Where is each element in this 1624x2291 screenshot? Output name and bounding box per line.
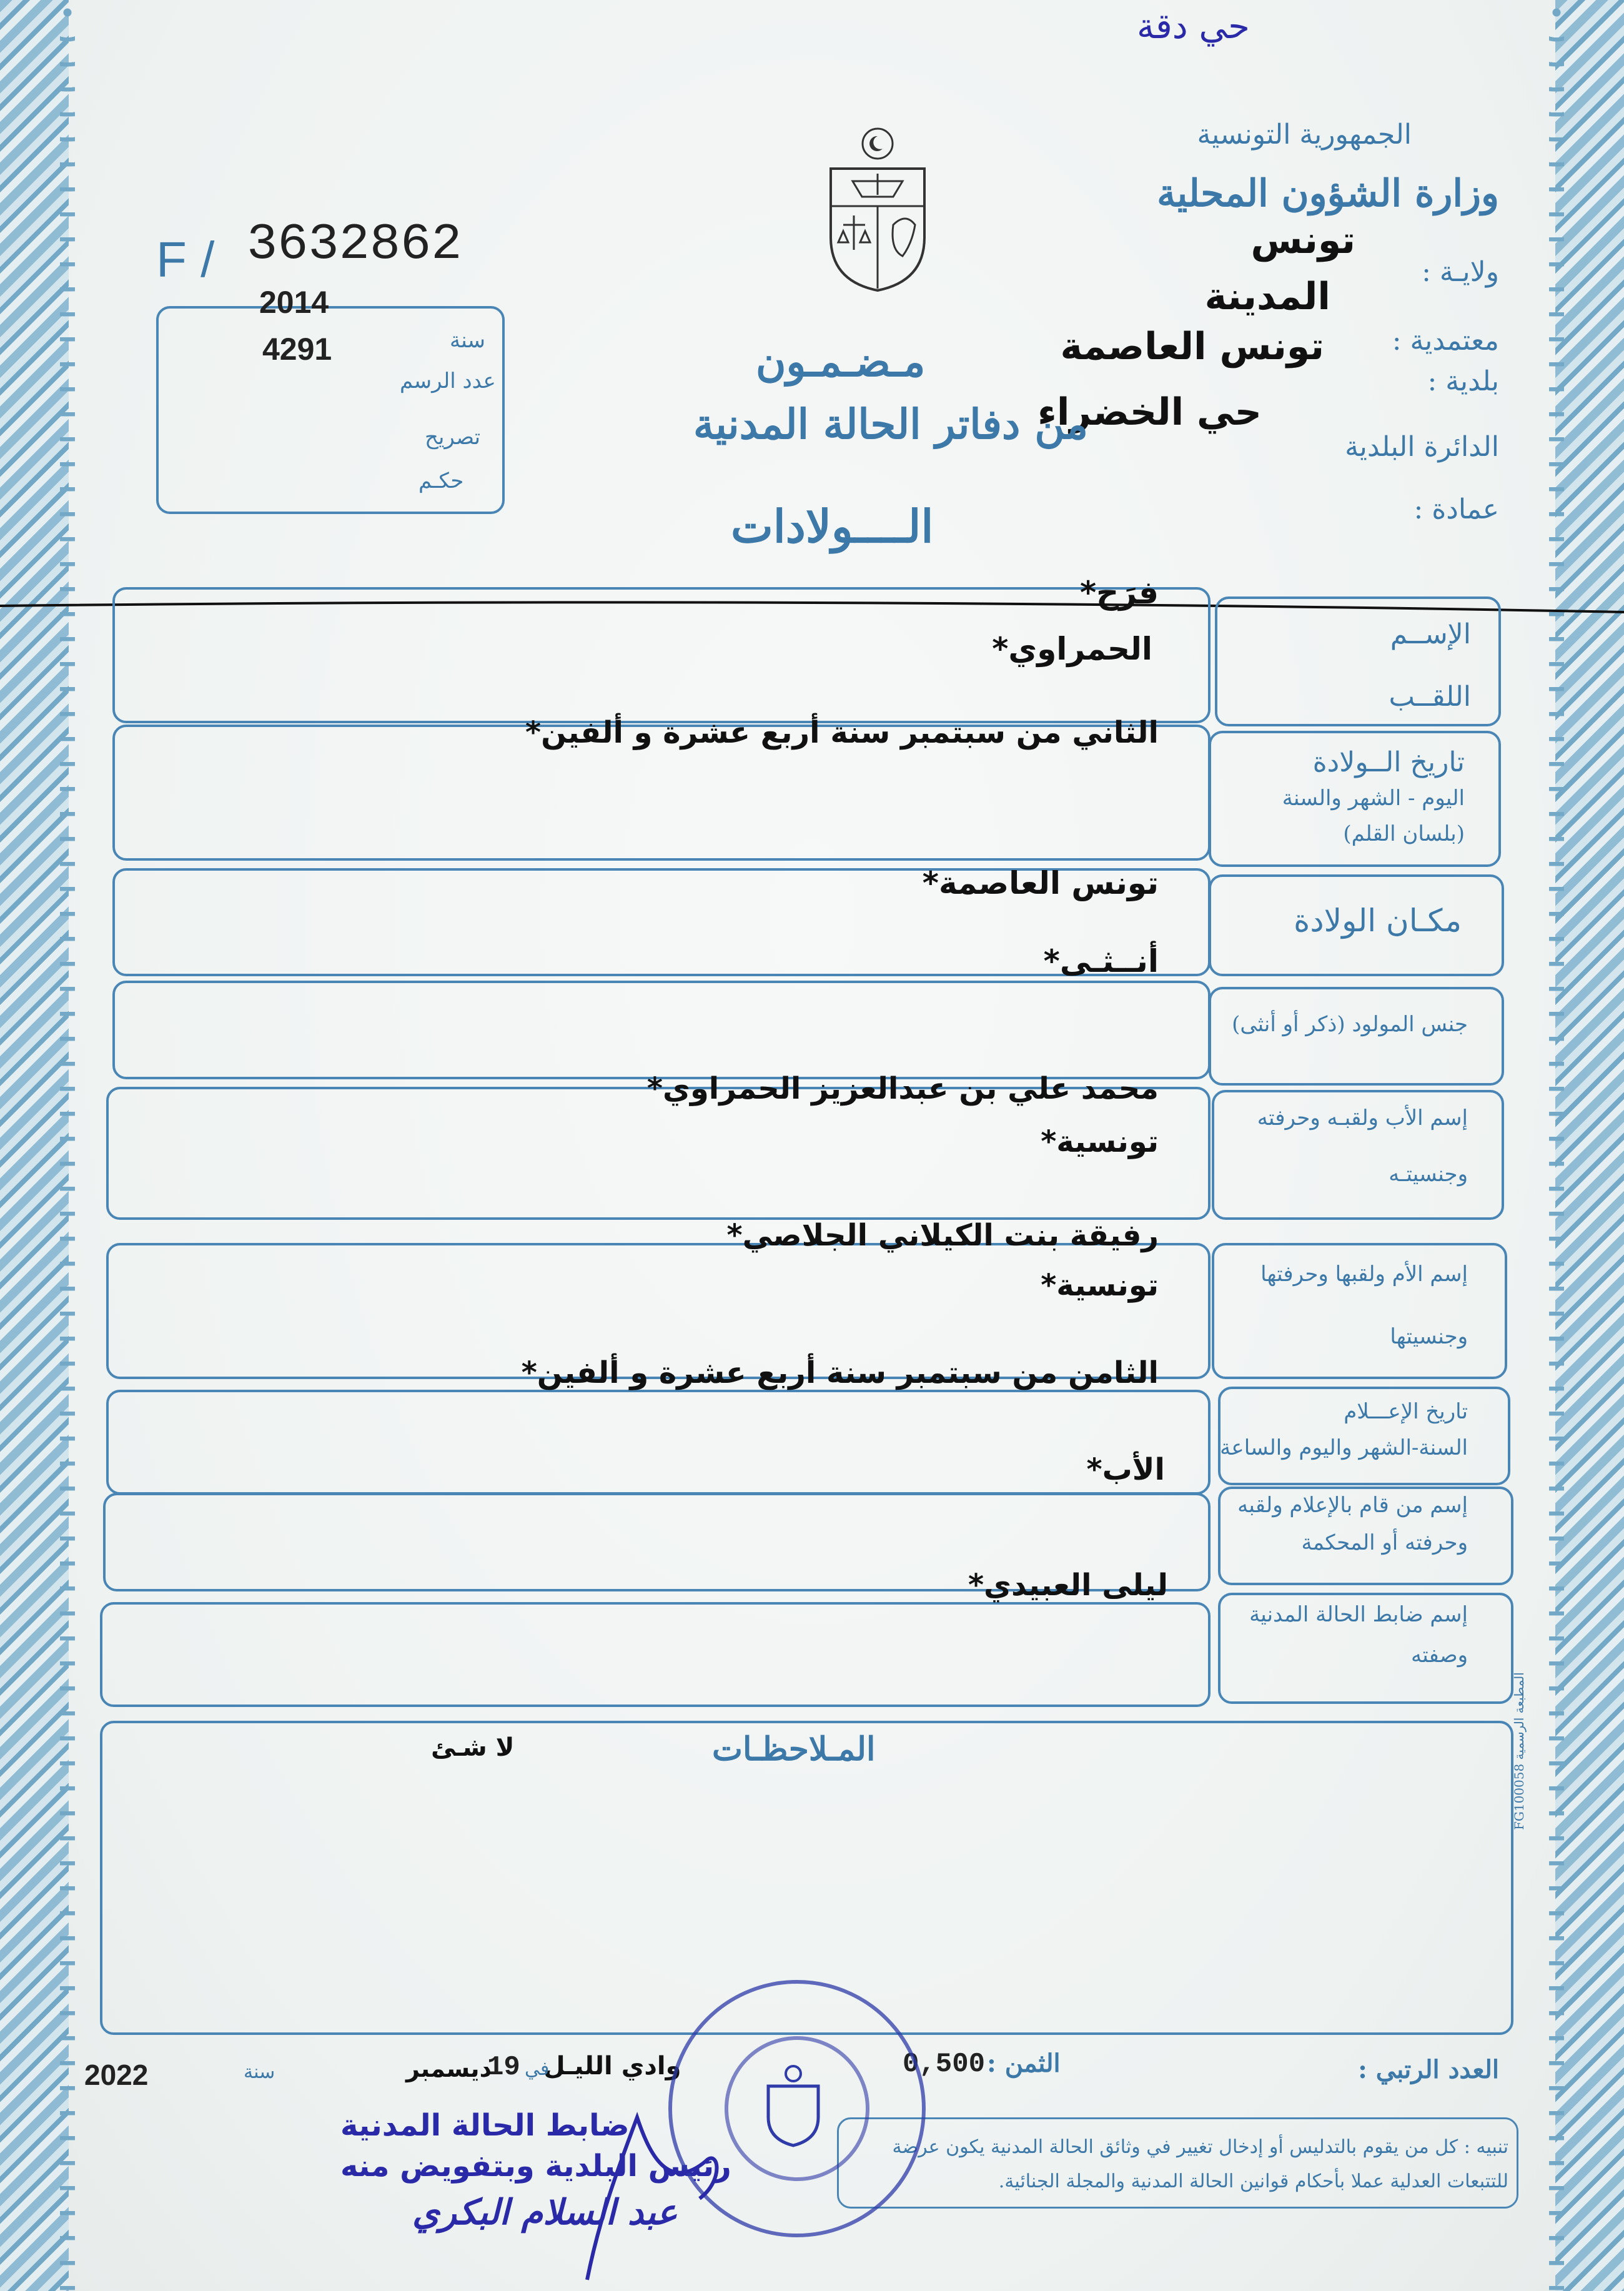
signature-scribble [562, 2092, 750, 2291]
birth-date-label: تاريخ الــولادة [1312, 746, 1465, 778]
district-label: الدائرة البلدية [1345, 431, 1499, 463]
registry-year-value: 2014 [259, 285, 329, 320]
registry-judgment-label: حكـم [418, 468, 464, 493]
registry-number-value: 4291 [262, 332, 332, 367]
coat-of-arms-icon [818, 125, 937, 294]
mother-nationality-value: تونسية* [1041, 1268, 1159, 1303]
district-value: حي الخضراء [1037, 390, 1262, 434]
birth-date-value: الثاني من سبتمبر سنة أربع عشرة و ألفين* [525, 715, 1159, 750]
officer-value-box [100, 1602, 1211, 1707]
governorate-value: تونس [1250, 219, 1355, 262]
father-nationality-value: تونسية* [1041, 1124, 1159, 1159]
title-line2: من دفاتر الحالة المدنية [693, 400, 1088, 448]
declarant-sublabel: وحرفته أو المحكمة [1301, 1530, 1468, 1555]
father-label: إسم الأب ولقبـه وحرفته [1257, 1106, 1468, 1131]
father-value: محمد علي بن عبدالعزيز الحمراوي* [646, 1071, 1159, 1106]
imada-label: عمادة : [1414, 493, 1499, 525]
declaration-date-sublabel: السنة-الشهر واليوم والساعة [1220, 1435, 1468, 1460]
issue-year-label: سنة [244, 2061, 275, 2083]
issue-month: ديسمبر [406, 2055, 492, 2082]
registry-year-label: سنة [450, 328, 485, 353]
mother-label: إسم الأم ولقبها وحرفتها [1260, 1262, 1468, 1287]
father-nationality-label: وجنسيتـه [1389, 1162, 1468, 1187]
first-name-label: الإســم [1390, 618, 1471, 650]
birth-date-in-words-label: (بلسان القلم) [1343, 821, 1465, 846]
serial-prefix: F / [156, 232, 215, 287]
issue-in-word: في [525, 2058, 550, 2080]
warning-box [837, 2117, 1518, 2209]
municipality-value: تونس العاصمة [1060, 325, 1324, 369]
warning-line1: تنبيه : كل من يقوم بالتدليس أو إدخال تغيير في وثائق الحالة المدنية يكون عرضة [892, 2136, 1508, 2158]
ministry-name: وزارة الشؤون المحلية [1157, 172, 1499, 215]
remarks-label: المـلاحظـات [712, 1730, 876, 1768]
republic-name: الجمهورية التونسية [1197, 119, 1412, 151]
title-births: الــــولادات [731, 500, 934, 553]
municipality-label: بلدية : [1427, 365, 1499, 397]
delegation-label: معتمدية : [1392, 325, 1499, 357]
mother-nationality-label: وجنسيتها [1390, 1324, 1468, 1349]
declarant-label: إسم من قام بالإعلام ولقبه [1237, 1493, 1468, 1518]
handwritten-note: حي دقة [1137, 6, 1250, 47]
title-line1: مـضـمـون [756, 337, 926, 386]
birthplace-label: مكـان الولادة [1294, 903, 1462, 939]
officer-stamp-line2: رئيس البلدية وبتفويض منه [340, 2149, 731, 2184]
issue-place: وادي الليـل [543, 2052, 681, 2081]
registry-number-label: عدد الرسم [400, 369, 496, 393]
issue-year-value: 2022 [84, 2059, 149, 2091]
declaration-date-value-box [106, 1390, 1211, 1495]
officer-value: ليلى العبيدي* [968, 1568, 1168, 1603]
officer-signature: عبد السلام البكري [412, 2192, 678, 2233]
sex-value-box [112, 981, 1211, 1079]
officer-sublabel: وصفته [1411, 1643, 1468, 1668]
registry-declaration-label: تصريح [425, 425, 481, 450]
serial-number: 3632862 [247, 215, 462, 274]
warning-line2: للتتبعات العدلية عملا بأحكام قوانين الحالة المدنية والمجلة الجنائية. [998, 2170, 1508, 2192]
first-name-value: فرَح* [1079, 575, 1159, 611]
mother-value: رفيقة بنت الكيلاني الجلاصي* [726, 1218, 1159, 1253]
serial-label: العدد الرتبي : [1358, 2055, 1499, 2084]
officer-stamp-line1: ضابط الحالة المدنية [340, 2108, 630, 2143]
declaration-date-label: تاريخ الإعـــلام [1344, 1399, 1468, 1424]
officer-label: إسم ضابط الحالة المدنية [1249, 1602, 1468, 1627]
surname-value: الحمراوي* [992, 631, 1152, 667]
birthplace-value: تونس العاصمة* [922, 865, 1159, 901]
price-label: الثمن : [987, 2049, 1061, 2078]
declarant-value: الأب* [1086, 1452, 1165, 1487]
issue-day: 19 [487, 2052, 520, 2083]
remarks-value: لا شـئ [431, 1733, 515, 1762]
decorative-border-left [0, 0, 69, 2291]
birth-date-sublabel: اليوم - الشهر والسنة [1282, 786, 1465, 811]
surname-label: اللقــب [1389, 681, 1471, 713]
sex-value: أنــثـى* [1043, 943, 1159, 979]
delegation-value: المدينة [1204, 275, 1330, 319]
price-value: 0,500 [903, 2049, 986, 2080]
side-print-text: المطبعة الرسمية FG100058 [1512, 1672, 1527, 1830]
stamp-emblem-icon [750, 2061, 837, 2149]
governorate-label: ولايـة : [1422, 256, 1499, 288]
decorative-border-right [1555, 0, 1624, 2291]
declaration-date-value: الثامن من سبتمبر سنة أربع عشرة و ألفين* [521, 1355, 1159, 1390]
sex-label: جنس المولود (ذكر أو أنثى) [1232, 1012, 1468, 1037]
